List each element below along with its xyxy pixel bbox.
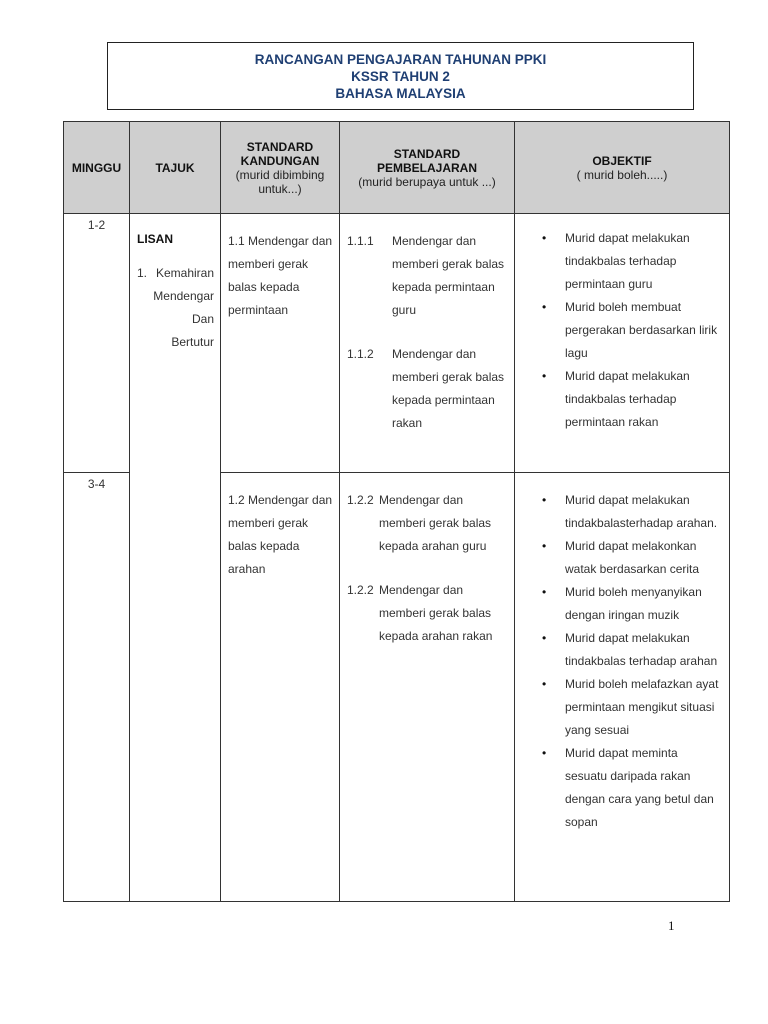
- objektif-cell: [515, 214, 730, 473]
- tajuk-cell: [130, 214, 221, 902]
- minggu-cell: 3-4: [64, 473, 130, 902]
- col-standard-kandungan: [221, 122, 340, 214]
- sp-code: 1.1.2: [347, 347, 374, 361]
- standard-pembelajaran-cell: [340, 473, 515, 902]
- objektif-cell: [515, 473, 730, 902]
- objektif-item: • Murid boleh melafazkan ayat permintaan mengikut situasi yang sesuai: [515, 673, 723, 742]
- sp-text: Mendengar dan memberi gerak balas kepada arahan guru: [379, 493, 492, 553]
- standard-kandungan-cell: 1.1 Mendengar dan memberi gerak balas kepada permintaan: [221, 214, 340, 473]
- col-minggu: MINGGU: [64, 122, 130, 214]
- title-line-2: KSSR TAHUN 2: [351, 68, 450, 84]
- sp-item: [347, 489, 508, 558]
- col-sk-subtitle: (murid dibimbing untuk...): [235, 167, 325, 196]
- table-header-row: [64, 122, 730, 214]
- objektif-item: • Murid boleh membuat pergerakan berdasarkan lirik lagu: [515, 296, 723, 365]
- page-number: 1: [668, 918, 675, 933]
- sp-text: Mendengar dan memberi gerak balas kepada arahan rakan: [379, 583, 493, 643]
- sp-code: 1.2.2: [347, 583, 374, 597]
- objektif-item: • Murid dapat meminta sesuatu daripada rakan dengan cara yang betul dan sopan: [515, 742, 723, 834]
- standard-pembelajaran-cell: [340, 214, 515, 473]
- sp-code: 1.1.1: [347, 234, 374, 248]
- sp-item: [347, 230, 508, 322]
- objektif-item: • Murid dapat melakukan tindakbalas terhadap arahan: [515, 627, 723, 673]
- tajuk-sub-text: Kemahiran Mendengar Dan Bertutur: [153, 266, 214, 349]
- table-row: [64, 214, 730, 473]
- minggu-cell: 1-2: [64, 214, 130, 473]
- objektif-item: • Murid dapat melakukan tindakbalas terhadap permintaan rakan: [515, 365, 723, 434]
- col-tajuk: TAJUK: [130, 122, 221, 214]
- col-sp-title: STANDARD PEMBELAJARAN: [377, 146, 478, 175]
- col-obj-subtitle: ( murid boleh.....): [576, 167, 668, 182]
- objektif-item: • Murid boleh menyanyikan dengan iringan muzik: [515, 581, 723, 627]
- document-title-box: [107, 42, 694, 110]
- sp-code: 1.2.2: [347, 493, 374, 507]
- objektif-item: • Murid dapat melakukan tindakbalasterhadap arahan.: [515, 489, 723, 535]
- sp-text: Mendengar dan memberi gerak balas kepada permintaan guru: [392, 234, 505, 317]
- sp-item: [347, 343, 508, 435]
- title-line-3: BAHASA MALAYSIA: [335, 85, 466, 101]
- objektif-item: • Murid dapat melakonkan watak berdasarkan cerita: [515, 535, 723, 581]
- col-obj-title: OBJEKTIF: [592, 153, 652, 168]
- title-line-1: RANCANGAN PENGAJARAN TAHUNAN PPKI: [254, 51, 547, 67]
- col-standard-pembelajaran: [340, 122, 515, 214]
- col-objektif: [515, 122, 730, 214]
- lesson-plan-table: [63, 121, 730, 902]
- standard-kandungan-cell: 1.2 Mendengar dan memberi gerak balas kepada arahan: [221, 473, 340, 902]
- tajuk-heading: LISAN: [137, 232, 173, 246]
- sp-text: Mendengar dan memberi gerak balas kepada permintaan rakan: [392, 347, 505, 430]
- col-sp-subtitle: (murid berupaya untuk ...): [358, 174, 496, 189]
- col-sk-title: STANDARD KANDUNGAN: [240, 139, 320, 168]
- sp-item: [347, 579, 508, 648]
- objektif-item: • Murid dapat melakukan tindakbalas terhadap permintaan guru: [515, 227, 723, 296]
- tajuk-sub-number: 1.: [137, 266, 148, 280]
